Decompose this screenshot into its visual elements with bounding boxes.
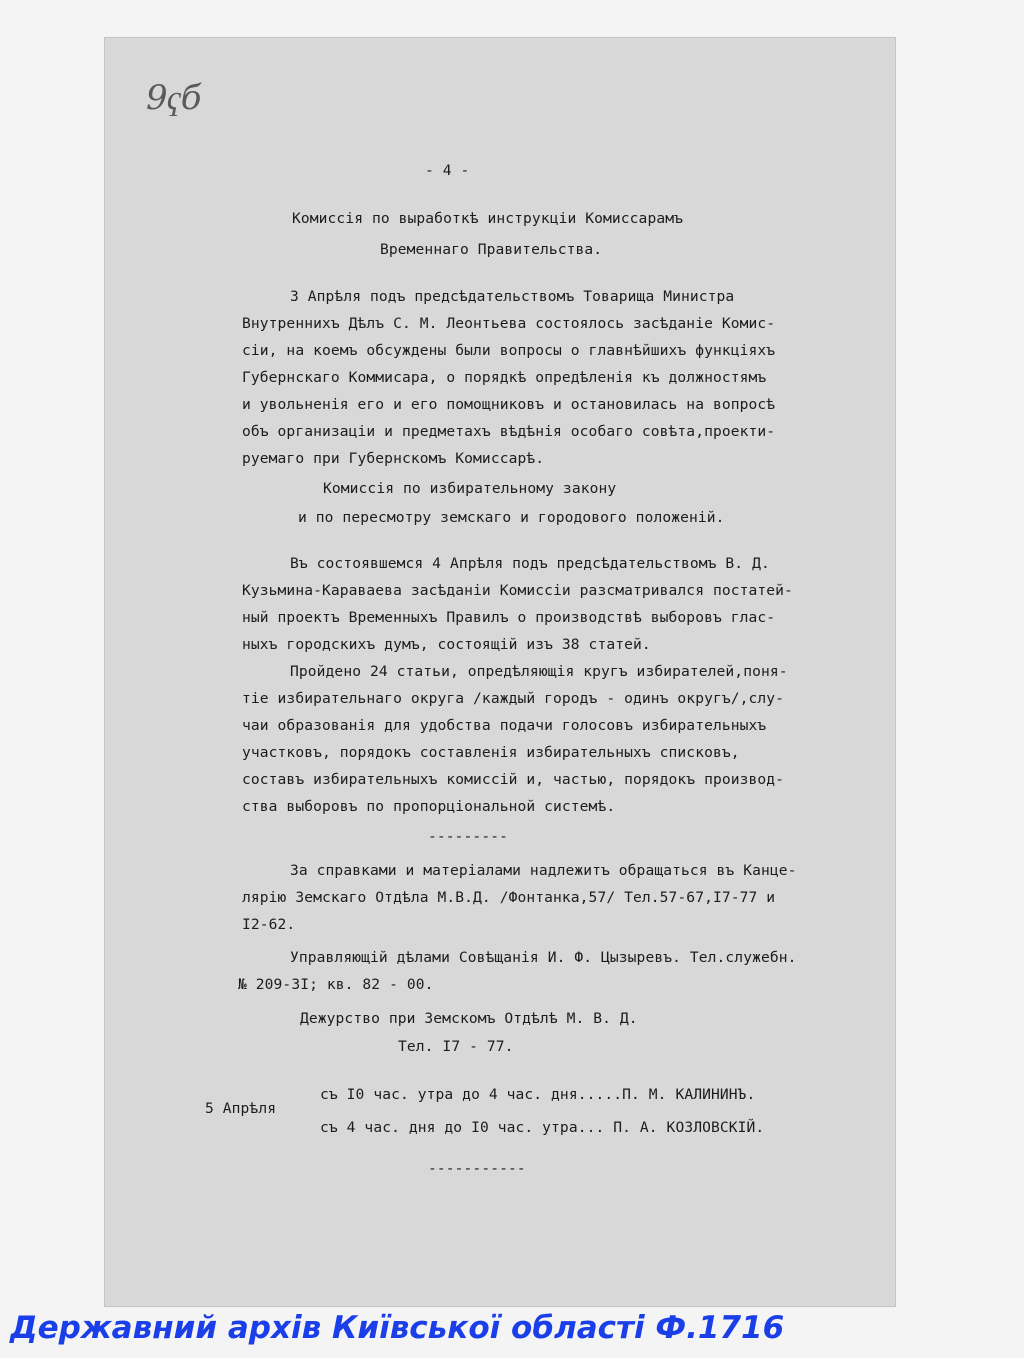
duty-title: Дежурство при Земскомъ Отдѣлѣ М. В. Д.	[300, 1010, 638, 1027]
handwritten-note: 9ҁб	[146, 78, 201, 118]
section2-line: чаи образованія для удобства подачи голосовъ избирательныхъ	[242, 717, 767, 734]
section1-line: руемаго при Губернскомъ Комиссарѣ.	[242, 450, 545, 467]
section2-line: Въ состоявшемся 4 Апрѣля подъ предсѣдательствомъ В. Д.	[290, 555, 770, 572]
contacts-line: лярію Земскаго Отдѣла М.В.Д. /Фонтанка,57/ Тел.57-67,I7-77 и	[242, 889, 776, 906]
section1-title-line1: Комиссія по выработкѣ инструкціи Комиссарамъ	[292, 210, 683, 227]
section1-line: объ организаціи и предметахъ вѣдѣнія особаго совѣта,проекти-	[242, 423, 776, 440]
section2-line: тіе избирательнаго округа /каждый городъ - одинъ округъ/,слу-	[242, 690, 785, 707]
section2-line: составъ избирательныхъ комиссій и, частью, порядокъ производ-	[242, 771, 785, 788]
section1-line: и увольненія его и его помощниковъ и остановилась на вопросѣ	[242, 396, 776, 413]
archive-caption: Державний архів Київської області Ф.1716	[10, 1310, 785, 1346]
contacts-line: Управляющій дѣлами Совѣщанія И. Ф. Цызыревъ. Тел.служебн.	[290, 949, 797, 966]
section1-line: Внутреннихъ Дѣлъ С. М. Леонтьева состоялось засѣданіе Комис-	[242, 315, 776, 332]
section1-line: 3 Апрѣля подъ предсѣдательствомъ Товарища Министра	[290, 288, 735, 305]
section2-line: Кузьмина-Караваева засѣданіи Комиссіи разсматривался постатей-	[242, 582, 793, 599]
duty-date: 5 Апрѣля	[205, 1100, 277, 1117]
section2-line: ства выборовъ по пропорціональной системѣ.	[242, 798, 616, 815]
section2-title-line2: и по пересмотру земскаго и городового положеній.	[298, 509, 725, 526]
divider: -----------	[428, 1160, 526, 1177]
contacts-line: I2-62.	[242, 916, 296, 933]
duty-shift: съ I0 час. утра до 4 час. дня.....П. М. КАЛИНИНЪ.	[320, 1086, 756, 1103]
duty-shift: съ 4 час. дня до I0 час. утра... П. А. КОЗЛОВСКІЙ.	[320, 1119, 765, 1136]
section2-line: участковъ, порядокъ составленія избирательныхъ списковъ,	[242, 744, 740, 761]
section2-line: ный проектъ Временныхъ Правилъ о производствѣ выборовъ глас-	[242, 609, 776, 626]
contacts-line: За справками и матеріалами надлежитъ обращаться въ Канце-	[290, 862, 797, 879]
section1-line: сіи, на коемъ обсуждены были вопросы о главнѣйшихъ функціяхъ	[242, 342, 776, 359]
section2-title-line1: Комиссія по избирательному закону	[323, 480, 617, 497]
section1-line: Губернскаго Коммисара, о порядкѣ опредѣленія къ должностямъ	[242, 369, 767, 386]
duty-phone: Тел. I7 - 77.	[398, 1038, 514, 1055]
section1-title-line2: Временнаго Правительства.	[380, 241, 603, 258]
page-number: - 4 -	[425, 162, 470, 179]
section2-line: Пройдено 24 статьи, опредѣляющія кругъ избирателей,поня-	[290, 663, 788, 680]
divider: ---------	[428, 828, 508, 845]
contacts-line: № 209-3I; кв. 82 - 00.	[238, 976, 434, 993]
section2-line: ныхъ городскихъ думъ, состоящій изъ 38 статей.	[242, 636, 651, 653]
